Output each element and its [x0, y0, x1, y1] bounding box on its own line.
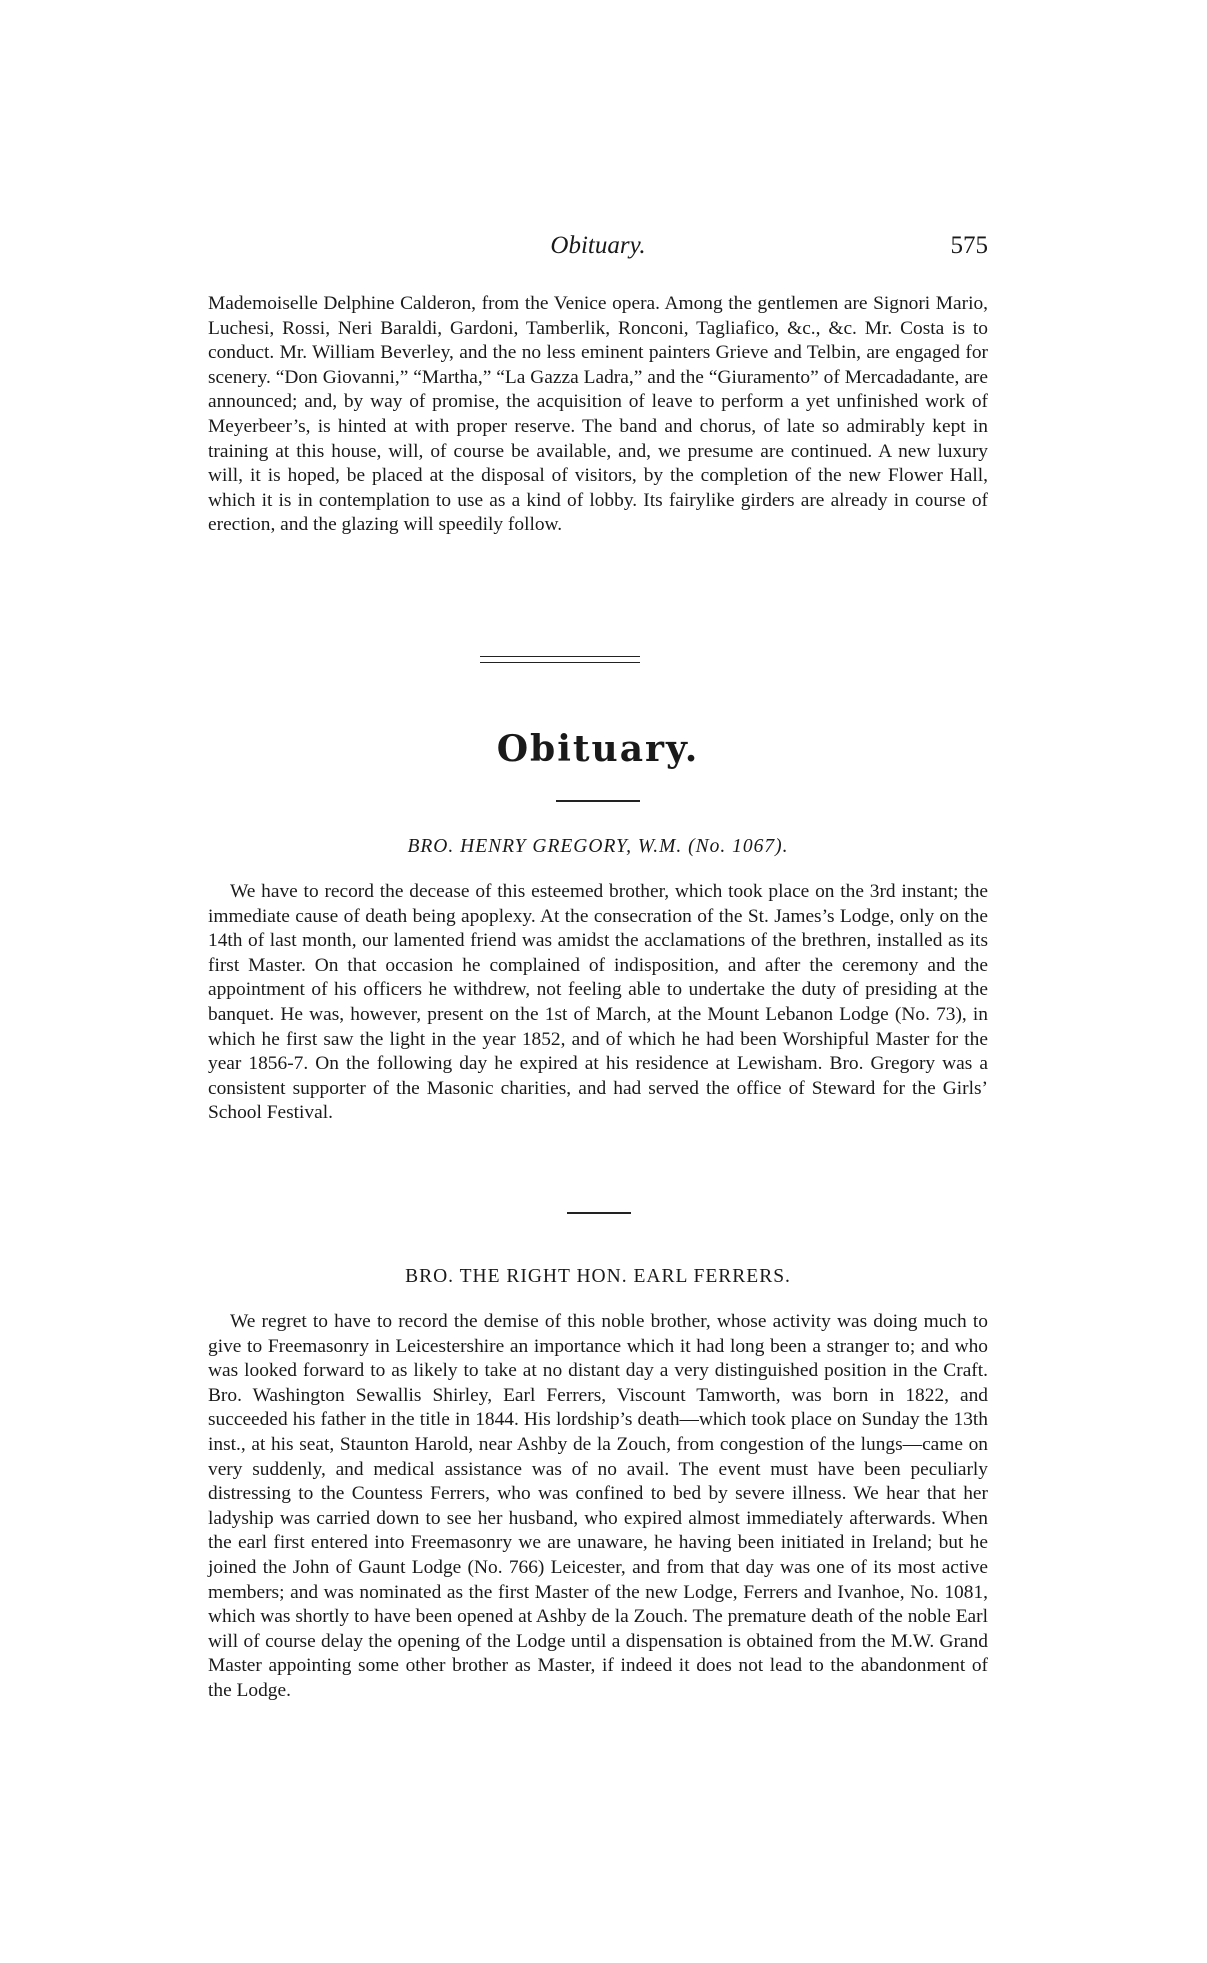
intro-paragraph: Mademoiselle Delphine Calderon, from the Venice opera. Among the gentlemen are Signori Mario, Luchesi, Rossi, Neri Baraldi, Gardoni, Tamberlik, Ronconi, Tagliafico, &c., &c. Mr. Costa is to conduct. Mr. William Beverley, and the no less eminent painters Grieve and Telbin, are engaged for scenery. “Don Giovanni,” “Martha,” “La Gazza Ladra,” and the “Giuramento” of Mercadadante, are announced; and, by way of promise, the acquisition of leave to perform a yet unfinished work of Meyerbeer’s, is hinted at with proper reserve. The band and chorus, of late so admirably kept in training at this house, will, of course be available, and, we presume are continued. A new luxury will, it is hoped, be placed at the disposal of visitors, by the completion of the new Flower Hall, which it is in contemplation to use as a kind of lobby. Its fairylike girders are already in course of erection, and the glazing will speedily follow. — [208, 293, 988, 536]
entry-body-gregory-block — [208, 880, 988, 1126]
entry-body-ferrers: We regret to have to record the demise of this noble brother, whose activity was doing much to give to Freemasonry in Leicestershire an importance which it had long been a stranger to; and who was looked forward to as likely to take at no distant day a very distinguished position in the Craft. Bro. Washington Sewallis Shirley, Earl Ferrers, Viscount Tamworth, was born in 1822, and succeeded his father in the title in 1844. His lordship’s death—which took place on Sunday the 13th inst., at his seat, Staunton Harold, near Ashby de la Zouch, from congestion of the lungs—came on very suddenly, and medical assistance was of no avail. The event must have been peculiarly distressing to the Countess Ferrers, who was confined to bed by severe illness. We hear that her ladyship was carried down to see her husband, who expired almost immediately afterwards. When the earl first entered into Freemasonry we are unaware, he having been initiated in Ireland; but he joined the John of Gaunt Lodge (No. 766) Leicester, and from that day was one of its most active members; and was nominated as the first Master of the new Lodge, Ferrers and Ivanhoe, No. 1081, which was shortly to have been opened at Ashby de la Zouch. The premature death of the noble Earl will of course delay the opening of the Lodge until a dispensation is obtained from the M.W. Grand Master appointing some other brother as Master, if indeed it does not lead to the abandonment of the Lodge. — [208, 1311, 988, 1701]
intro-paragraph-block — [208, 292, 988, 538]
page-number: 575 — [950, 232, 988, 259]
running-head — [208, 232, 988, 266]
section-divider — [480, 656, 640, 663]
entry-heading-ferrers: BRO. THE RIGHT HON. EARL FERRERS. — [405, 1266, 791, 1287]
entry-body-gregory: We have to record the decease of this esteemed brother, which took place on the 3rd instant; the immediate cause of death being apoplexy. At the consecration of the St. James’s Lodge, only on the 14th of last month, our lamented friend was amidst the acclamations of the brethren, installed as its first Master. On that occasion he complained of indisposition, and after the ceremony and the appointment of his officers he withdrew, not feeling able to undertake the duty of presiding at the banquet. He was, however, present on the 1st of March, at the Mount Lebanon Lodge (No. 73), in which he first saw the light in the year 1852, and of which he had been Worshipful Master for the year 1856-7. On the following day he expired at his residence at Lewisham. Bro. Gregory was a consistent supporter of the Masonic charities, and had served the office of Steward for the Girls’ School Festival. — [208, 881, 988, 1124]
running-title: Obituary. — [550, 232, 646, 259]
entry-heading-gregory: BRO. HENRY GREGORY, W.M. (No. 1067). — [407, 836, 789, 857]
section-title: Obituary. — [496, 728, 700, 770]
entry-body-ferrers-block — [208, 1310, 988, 1704]
title-underline — [556, 800, 640, 802]
entry-divider — [567, 1212, 631, 1214]
